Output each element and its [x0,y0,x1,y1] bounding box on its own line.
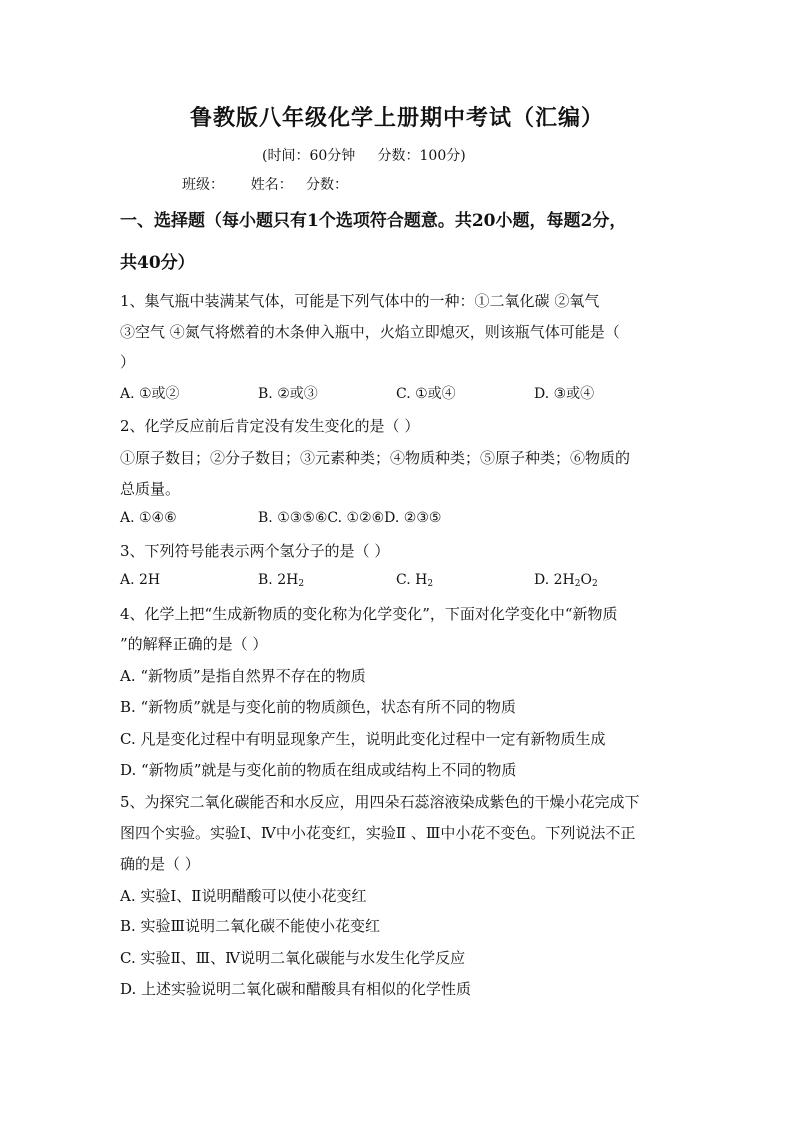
student-info-line: 班级： 姓名： 分数： [182,177,349,193]
q5-option-a: A. 实验Ⅰ、Ⅱ说明醋酸可以使小花变红 [120,887,367,905]
q4-option-d: D. “新物质”就是与变化前的物质在组成或结构上不同的物质 [120,761,517,779]
q2-stem-line-1: 2、化学反应前后肯定没有发生变化的是（ ） [120,417,420,435]
q5-stem-line-1: 5、为探究二氧化碳能否和水反应，用四朵石蕊溶液染成紫色的干燥小花完成下 [120,793,640,811]
q3-option-d-text: D. 2H [534,572,575,588]
q5-option-b: B. 实验Ⅲ说明二氧化碳不能使小花变红 [120,917,381,935]
q3-option-d-subscript-1: 2 [574,579,581,589]
page-title: 鲁教版八年级化学上册期中考试（汇编） [189,105,604,131]
q1-stem-line-3: ） [120,353,136,371]
q3-option-d-subscript-2: 2 [591,579,598,589]
q4-option-b: B. “新物质”就是与变化前的物质颜色，状态有所不同的物质 [120,698,516,716]
exam-time-score: (时间：60分钟 分数：100分) [262,148,466,164]
q3-option-b-text: B. 2H [258,572,299,588]
q3-option-c-subscript: 2 [427,579,434,589]
q3-option-d-oxygen: O [580,572,592,588]
q4-option-c: C. 凡是变化过程中有明显现象产生，说明此变化过程中一定有新物质生成 [120,730,606,748]
q2-stem-line-3: 总质量。 [120,480,181,498]
q1-option-b: B. ②或③ [258,386,318,402]
q3-option-b [258,572,304,589]
q2-option-bcd: B. ①③⑤⑥C. ①②⑥D. ②③⑤ [258,510,442,526]
q3-stem: 3、下列符号能表示两个氢分子的是（ ） [120,542,390,560]
q5-stem-line-3: 确的是（ ） [120,855,200,873]
q2-stem-line-2: ①原子数目；②分子数目；③元素种类；④物质种类；⑤原子种类；⑥物质的 [120,449,631,467]
q4-stem-line-1: 4、化学上把“生成新物质的变化称为化学变化”，下面对化学变化中“新物质 [120,605,618,623]
q1-option-d: D. ③或④ [534,386,595,402]
q3-option-c [396,572,433,589]
q3-option-a: A. 2H [120,572,161,588]
q4-stem-line-2: ”的解释正确的是（ ） [120,635,268,653]
q2-option-a: A. ①④⑥ [120,510,177,526]
q4-option-a: A. “新物质”是指自然界不存在的物质 [120,667,366,685]
q1-option-c: C. ①或④ [396,386,456,402]
section-heading-line-1: 一、选择题（每小题只有1个选项符合题意。共20小题，每题2分， [120,211,627,231]
q5-option-d: D. 上述实验说明二氧化碳和醋酸具有相似的化学性质 [120,980,472,998]
q5-option-c: C. 实验Ⅱ、Ⅲ、Ⅳ说明二氧化碳能与水发生化学反应 [120,949,466,967]
q3-option-b-subscript: 2 [298,579,305,589]
q3-option-d [534,572,598,589]
q3-option-c-text: C. H [396,572,428,588]
q5-stem-line-2: 图四个实验。实验Ⅰ、Ⅳ中小花变红，实验Ⅱ 、Ⅲ中小花不变色。下列说法不正 [120,824,636,842]
section-heading-line-2: 共40分） [120,253,195,273]
q1-stem-line-1: 1、集气瓶中装满某气体，可能是下列气体中的一种：①二氧化碳 ②氧气 [120,292,600,310]
q1-option-a: A. ①或② [120,386,180,402]
q1-stem-line-2: ③空气 ④氮气将燃着的木条伸入瓶中，火焰立即熄灭，则该瓶气体可能是（ [120,323,620,341]
section-heading [120,200,680,284]
